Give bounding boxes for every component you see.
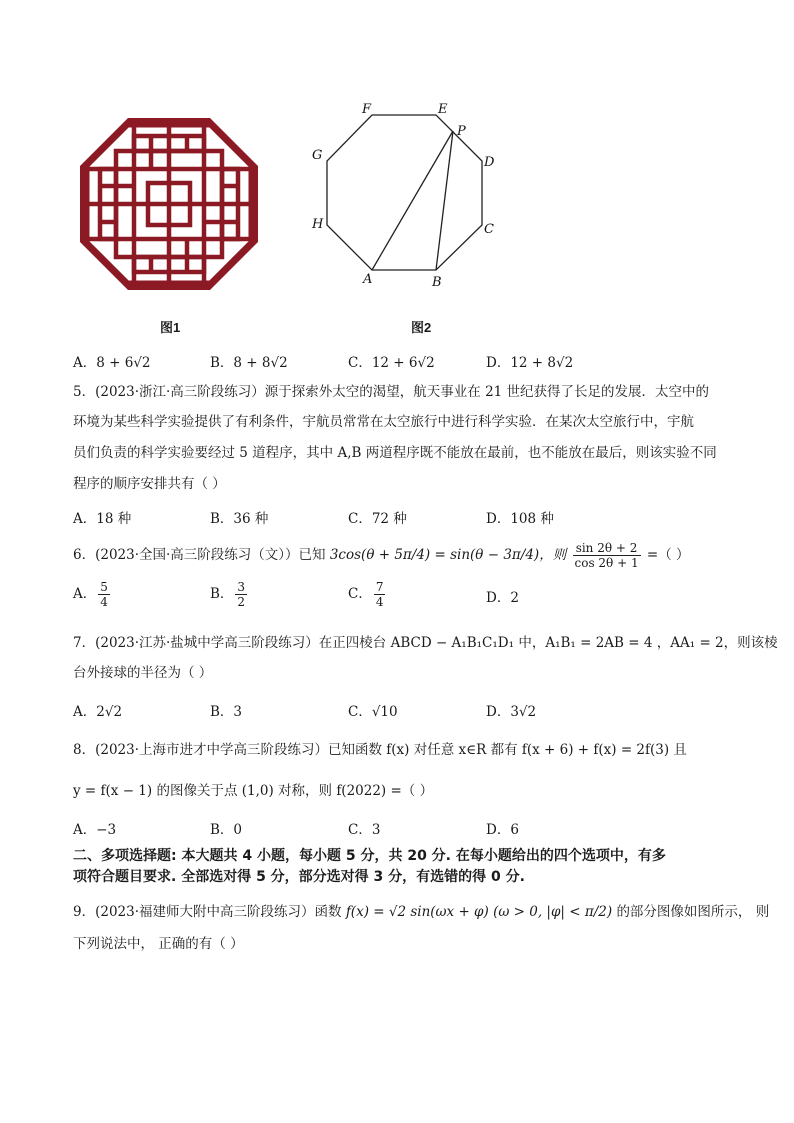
vertex-label-h: H bbox=[312, 217, 324, 232]
q6-option-b-label: B． bbox=[210, 586, 234, 602]
q7-option-d: D．3√2 bbox=[486, 704, 537, 720]
q6-option-c-fraction bbox=[374, 580, 386, 609]
q9-text-line-2: 下列说法中， 正确的有（ ） bbox=[73, 936, 244, 952]
vertex-label-b: B bbox=[432, 275, 442, 290]
q6-question bbox=[73, 540, 690, 570]
q4-option-d: D．12 + 8√2 bbox=[486, 355, 574, 371]
q8-text-line-1: 8．(2023·上海市进才中学高三阶段练习）已知函数 f(x) 对任意 x∈R 都有 f(x + 6) + f(x) = 2f(3) 且 bbox=[73, 742, 687, 758]
q5-option-a: A．18 种 bbox=[73, 511, 132, 527]
q6-option-a-den: 4 bbox=[100, 595, 108, 609]
vertex-label-g: G bbox=[312, 148, 323, 163]
q5-text-line-4: 程序的顺序安排共有（ ） bbox=[73, 476, 226, 492]
q7-option-c: C．√10 bbox=[348, 704, 398, 720]
q6-fraction-numerator: sin 2θ + 2 bbox=[573, 541, 641, 556]
q8-option-c: C．3 bbox=[348, 822, 381, 838]
q9-prefix: 9．(2023·福建师大附中高三阶段练习）函数 bbox=[73, 904, 342, 920]
vertex-label-e: E bbox=[438, 102, 448, 117]
q6-option-c-label: C． bbox=[348, 586, 372, 602]
q6-option-b bbox=[210, 580, 249, 609]
figure-1-caption: 图1 bbox=[160, 320, 181, 335]
q6-option-c-den: 4 bbox=[375, 595, 384, 609]
q8-option-b: B．0 bbox=[210, 822, 243, 838]
q6-option-d: D．2 bbox=[486, 590, 519, 606]
q6-option-a bbox=[73, 580, 112, 609]
q8-text-line-2: y = f(x − 1) 的图像关于点 (1,0) 对称，则 f(2022) =（ ） bbox=[73, 783, 434, 799]
q5-option-d: D．108 种 bbox=[486, 511, 554, 527]
q8-option-a: A．−3 bbox=[73, 822, 117, 838]
q5-option-c: C．72 种 bbox=[348, 511, 407, 527]
section-2-heading-line-2: 项符合题目要求. 全部选对得 5 分，部分选对得 3 分，有选错的得 0 分. bbox=[73, 869, 525, 885]
vertex-label-a: A bbox=[363, 272, 373, 287]
q6-option-a-label: A． bbox=[73, 586, 97, 602]
vertex-label-f: F bbox=[362, 102, 372, 117]
q4-option-a: A．8 + 6√2 bbox=[73, 355, 151, 371]
q9-text-line-1 bbox=[73, 897, 769, 927]
q6-option-b-den: 2 bbox=[237, 595, 246, 609]
q6-option-b-num: 3 bbox=[237, 580, 246, 594]
q6-option-b-fraction bbox=[235, 580, 247, 609]
q7-option-b: B．3 bbox=[210, 704, 243, 720]
q9-suffix: 的部分图像如图所示， 则 bbox=[616, 904, 770, 920]
q6-prefix: 6．(2023·全国·高三阶段练习（文））已知 bbox=[73, 547, 326, 563]
figure-2-octagon bbox=[300, 96, 510, 296]
figure-1-lattice-window bbox=[78, 116, 260, 292]
q5-text-line-3: 员们负责的科学实验要经过 5 道程序，其中 A,B 两道程序既不能放在最前，也不能放在最后，则该实验不同 bbox=[73, 445, 717, 461]
q6-suffix: =（ ） bbox=[646, 547, 690, 563]
vertex-label-p: P bbox=[457, 124, 466, 139]
q5-text-line-1: 5．(2023·浙江·高三阶段练习）源于探索外太空的渴望，航天事业在 21 世纪获得了长足的发展．太空中的 bbox=[73, 384, 710, 400]
vertex-label-d: D bbox=[484, 155, 495, 170]
q6-option-a-num: 5 bbox=[100, 580, 108, 594]
q8-option-d: D．6 bbox=[486, 822, 519, 838]
q9-function: f(x) = √2 sin(ωx + φ) bbox=[345, 904, 489, 920]
q6-option-a-fraction bbox=[98, 580, 110, 609]
q5-text-line-2: 环境为某些科学实验提供了有利条件，宇航员常常在太空旅行中进行科学实验．在某次太空旅行中，宇航 bbox=[73, 414, 694, 430]
q7-text-line-2: 台外接球的半径为（ ） bbox=[73, 665, 213, 681]
q6-fraction-denominator: cos 2θ + 1 bbox=[574, 556, 639, 570]
q6-option-c-num: 7 bbox=[375, 580, 384, 594]
q9-condition: (ω > 0, |φ| < π/2) bbox=[493, 904, 613, 920]
q6-equation: 3cos(θ + 5π/4) = sin(θ − 3π/4)，则 bbox=[329, 547, 567, 563]
vertex-label-c: C bbox=[484, 222, 494, 237]
q4-option-c: C．12 + 6√2 bbox=[348, 355, 435, 371]
section-2-heading-line-1: 二、多项选择题: 本大题共 4 小题，每小题 5 分，共 20 分. 在每小题给出的四个选项中，有多 bbox=[73, 848, 666, 864]
q6-option-c bbox=[348, 580, 387, 609]
q7-option-a: A．2√2 bbox=[73, 704, 123, 720]
q5-option-b: B．36 种 bbox=[210, 511, 269, 527]
q6-fraction bbox=[573, 541, 641, 570]
q7-text-line-1: 7．(2023·江苏·盐城中学高三阶段练习）在正四棱台 ABCD − A₁B₁C₁D₁ 中，A₁B₁ = 2AB = 4 ，AA₁ = 2，则该棱 bbox=[73, 635, 778, 651]
figure-2-caption: 图2 bbox=[411, 320, 432, 335]
q4-option-b: B．8 + 8√2 bbox=[210, 355, 288, 371]
